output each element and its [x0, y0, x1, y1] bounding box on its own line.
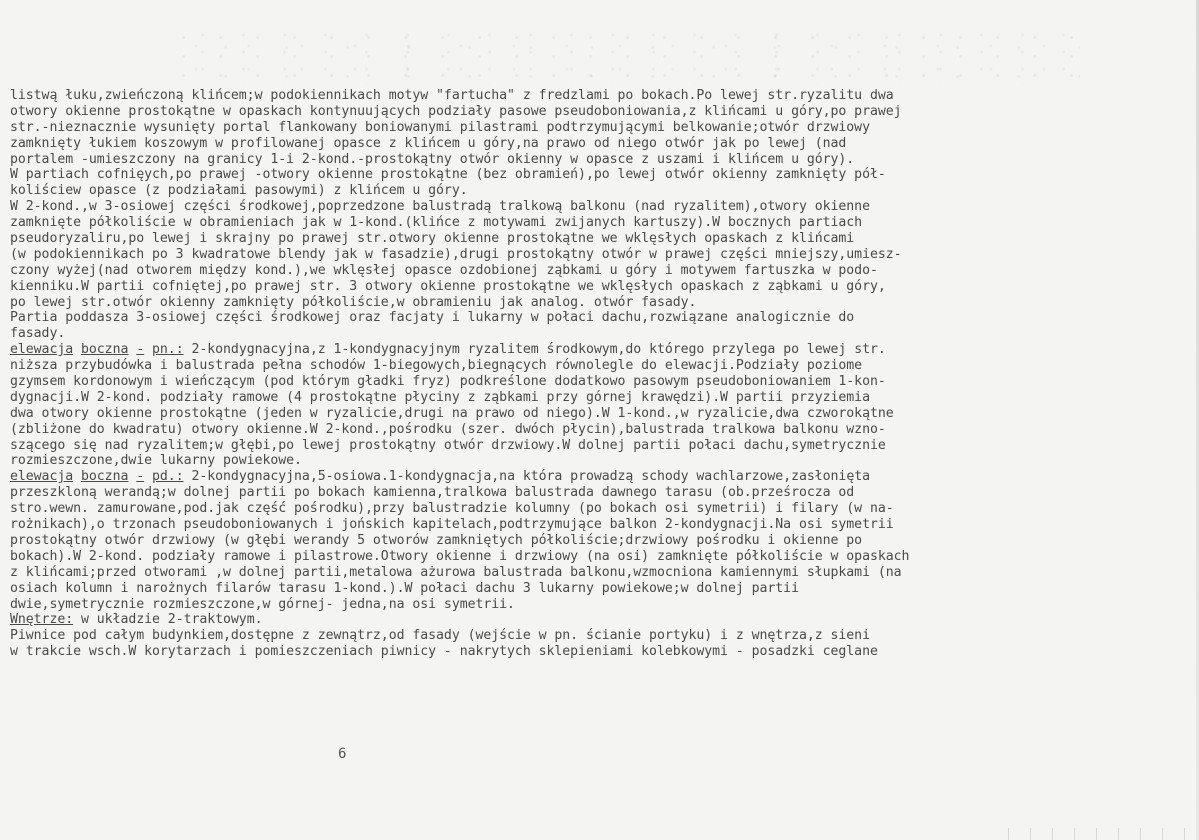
- text-line: [10, 247, 1190, 263]
- text-line: [10, 120, 1190, 136]
- text-segment: [144, 342, 152, 357]
- underlined-heading-segment: -: [136, 469, 145, 485]
- text-line: [10, 152, 1190, 168]
- text-line: [10, 231, 1190, 247]
- text-line: [10, 136, 1190, 152]
- text-segment: otwory okienne prostokątne w opaskach kontynuujących podziały pasowe pseudoboniowania,z klińcami u góry,po prawej: [10, 103, 902, 119]
- text-line: [10, 199, 1190, 215]
- text-segment: rożnikach),o trzonach pseudoboniowanych i jońskich kapitelach,podtrzymujące balkon 2-kondygnacji.Na osi symetrii: [10, 517, 894, 533]
- text-segment: koliściew opasce (z podziałami pasowymi) z klińcem u góry.: [10, 183, 468, 199]
- text-line: [10, 279, 1190, 295]
- text-line: [10, 342, 1190, 358]
- text-segment: listwą łuku,zwieńczoną klińcem;w podokiennikach motyw "fartucha" z fredzlami po bokach.Po lewej str.ryzalitu dwa: [10, 88, 894, 103]
- text-segment: niższa przybudówka i balustrada pełna schodów 1-biegowych,biegnących równolegle do elewacji.Podziały poziome: [10, 358, 863, 374]
- text-segment: pseudoryzaliru,po lewej i skrajny po prawej str.otwory okienne prostokątne we wklęsłych opaskach z klińcami: [10, 231, 855, 247]
- text-segment: gzymsem kordonowym i wieńczącym (pod którym gładki fryz) podkreślone dodatkowo pasowym pseudoboniowaniem 1-kon-: [10, 374, 886, 390]
- text-line: [10, 310, 1190, 326]
- text-line: [10, 485, 1190, 501]
- text-line: [10, 104, 1190, 120]
- scan-noise: [180, 30, 1080, 85]
- text-segment: Partia poddasza 3-osiowej części środkowej oraz facjaty i lukarny w połaci dachu,rozwiązane analogicznie do: [10, 310, 855, 326]
- underlined-heading-segment: pn.:: [152, 342, 184, 358]
- text-line: [10, 390, 1190, 406]
- underlined-heading-segment: boczna: [81, 342, 129, 358]
- text-line: [10, 374, 1190, 390]
- text-segment: w trakcie wsch.W korytarzach i pomieszczeniach piwnicy - nakrytych sklepieniami kolebkowymi - posadzki ceglane: [10, 644, 878, 660]
- text-line: [10, 167, 1190, 183]
- text-segment: dwie,symetrycznie rozmieszczone,w górnej- jedna,na osi symetrii.: [10, 596, 515, 612]
- text-segment: (w podokiennikach po 3 kwadratowe blendy jak w fasadzie),drugi prostokątny otwór w prawej części mniejszy,umiesz-: [10, 246, 902, 262]
- text-line: [10, 88, 1190, 104]
- text-segment: [73, 469, 81, 484]
- text-segment: prostokątny otwór drzwiowy (w głębi werandy 5 otworów zamkniętych półkoliście;drzwiowy pośrodku i okienne po: [10, 532, 863, 548]
- text-line: [10, 183, 1190, 199]
- text-line: [10, 628, 1190, 644]
- text-segment: osiach kolumn i narożnych filarów tarasu 1-kond.).W połaci dachu 3 lukarny powiekowe;w dolnej partii: [10, 580, 799, 596]
- text-segment: W partiach cofnięych,po prawej -otwory okienne prostokątne (bez obramień),po lewej otwór okienny zamknięty pół-: [10, 167, 886, 183]
- text-line: [10, 438, 1190, 454]
- text-segment: portalem -umieszczony na granicy 1-i 2-kond.-prostokątny otwór okienny w opasce z uszami i klińcem u góry).: [10, 151, 855, 167]
- text-line: [10, 406, 1190, 422]
- text-line: [10, 453, 1190, 469]
- text-segment: 2-kondygnacyjna,5-osiowa.1-kondygnacja,na która prowadzą schody wachlarzowe,zasłonięta: [183, 469, 870, 485]
- text-segment: po lewej str.otwór okienny zamknięty półkoliście,w obramieniu jak analog. otwór fasady.: [10, 294, 697, 310]
- text-line: [10, 326, 1190, 342]
- document-body-text: [10, 88, 1190, 660]
- text-segment: dwa otwory okienne prostokątne (jeden w ryzalicie,drugi na prawo od niego).W 1-kond.,w ryzalicie,dwa czworokątne: [10, 405, 894, 421]
- text-line: [10, 517, 1190, 533]
- text-segment: W 2-kond.,w 3-osiowej części środkowej,poprzedzone balustradą tralkową balkonu (nad ryzalitem),otwory okienne: [10, 199, 870, 215]
- text-segment: stro.wewn. zamurowane,pod.jak część pośrodku),przy balustradzie kolumny (po bokach osi symetrii) i filary (w na-: [10, 501, 894, 517]
- text-segment: rozmieszczone,dwie lukarny powiekowe.: [10, 453, 302, 469]
- underlined-heading-segment: elewacja: [10, 342, 74, 358]
- text-segment: bokach).W 2-kond. podziały ramowe i pilastrowe.Otwory okienne i drzwiowy (na osi) zamknięte półkoliście w opaskach: [10, 548, 910, 564]
- underlined-heading-segment: pd.:: [152, 469, 184, 485]
- text-line: [10, 358, 1190, 374]
- text-line: [10, 612, 1190, 628]
- text-segment: przeszkloną werandą;w dolnej partii po bokach kamienna,tralkowa balustrada dawnego tarasu (ob.prześrocza od: [10, 485, 855, 501]
- underlined-heading-segment: elewacja: [10, 469, 74, 485]
- text-segment: z klińcami;przed otworami ,w dolnej partii,metalowa ażurowa balustrada balkonu,wzmocniona kamiennymi słupkami (na: [10, 564, 902, 580]
- text-segment: zamknięty łukiem koszowym w profilowanej opasce z klińcem u góry,na prawo od niego otwór jak po lewej (nad: [10, 135, 847, 151]
- text-segment: Piwnice pod całym budynkiem,dostępne z zewnątrz,od fasady (wejście w pn. ścianie portyku) i z wnętrza,z sieni: [10, 628, 870, 644]
- text-line: [10, 295, 1190, 311]
- text-segment: [73, 342, 81, 357]
- text-line: [10, 422, 1190, 438]
- text-line: [10, 565, 1190, 581]
- text-line: [10, 469, 1190, 485]
- scan-edge-bottom: [1000, 828, 1199, 840]
- text-segment: 2-kondygnacyjna,z 1-kondygnacyjnym ryzalitem środkowym,do którego przylega po lewej str.: [183, 342, 886, 358]
- underlined-heading-segment: boczna: [81, 469, 129, 485]
- text-line: [10, 533, 1190, 549]
- text-segment: czony wyżej(nad otworem między kond.),we wklęsłej opasce ozdobionej ząbkami u góry i motywem fartuszka w podo-: [10, 262, 878, 278]
- text-line: [10, 644, 1190, 660]
- text-segment: szącego się nad ryzalitem;w głębi,po lewej prostokątny otwór drzwiowy.W dolnej partii połaci dachu,symetrycznie: [10, 437, 886, 453]
- text-segment: (zbliżone do kwadratu) otwory okienne.W 2-kond.,pośrodku (szer. dwóch płycin),balustrada tralkowa balkonu wzno-: [10, 421, 886, 437]
- text-line: [10, 501, 1190, 517]
- underlined-heading-segment: -: [136, 342, 145, 358]
- text-line: [10, 549, 1190, 565]
- text-segment: zamknięte półkoliście w obramieniach jak w 1-kond.(klińce z motywami zwijanych kartuszy).W bocznych partiach: [10, 215, 863, 231]
- text-segment: fasady.: [10, 326, 66, 342]
- text-line: [10, 597, 1190, 613]
- page-number: 6: [338, 746, 347, 762]
- text-segment: [144, 469, 152, 484]
- text-segment: dygnacji.W 2-kond. podziały ramowe (4 prostokątne płyciny z ząbkami przy górnej krawędzi).W partii przyziemia: [10, 389, 870, 405]
- text-segment: kienniku.W partii cofniętej,po prawej str. 3 otwory okienne prostokątne we wklęsłych opaskach z ząbkami u góry,: [10, 278, 886, 294]
- underlined-heading-segment: Wnętrze:: [10, 612, 74, 628]
- text-line: [10, 215, 1190, 231]
- text-segment: w układzie 2-traktowym.: [73, 612, 263, 628]
- text-segment: str.-nieznacznie wysunięty portal flankowany boniowanymi pilastrami podtrzymującymi belkowanie;otwór drzwiowy: [10, 119, 870, 135]
- text-line: [10, 263, 1190, 279]
- text-line: [10, 581, 1190, 597]
